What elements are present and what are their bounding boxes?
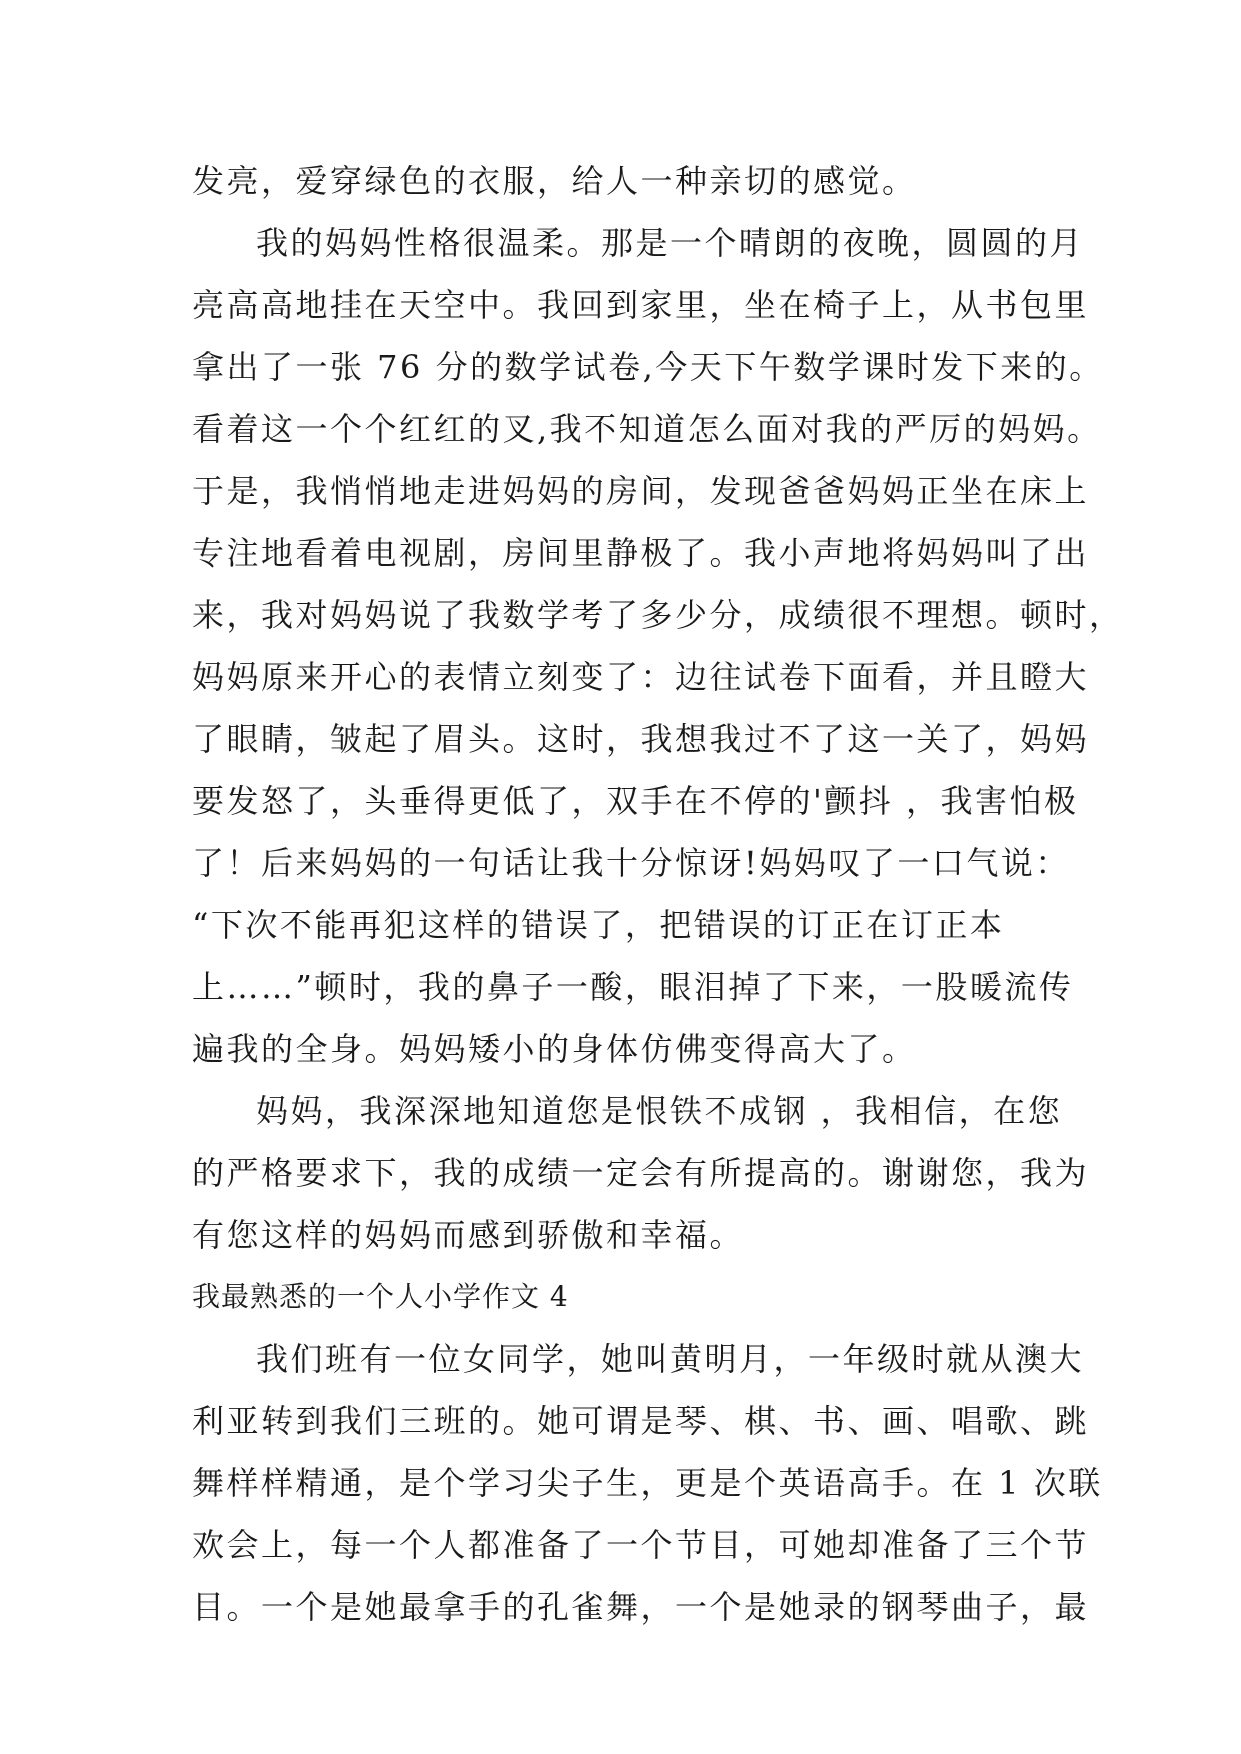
text-line: 专注地看着电视剧，房间里静极了。我小声地将妈妈叫了出 [192, 534, 1090, 572]
text-line: 欢会上，每一个人都准备了一个节目，可她却准备了三个节 [192, 1526, 1090, 1564]
text-line: 要发怒了，头垂得更低了，双手在不停的'颤抖 ，我害怕极 [192, 782, 1079, 820]
text-line: 有您这样的妈妈而感到骄傲和幸福。 [192, 1216, 745, 1254]
text-line: 妈妈原来开心的表情立刻变了：边往试卷下面看，并且瞪大 [192, 658, 1090, 696]
text-line: 利亚转到我们三班的。她可谓是琴、棋、书、画、唱歌、跳 [192, 1402, 1090, 1440]
text-line: 于是，我悄悄地走进妈妈的房间，发现爸爸妈妈正坐在床上 [192, 472, 1090, 510]
text-line: 目。一个是她最拿手的孔雀舞，一个是她录的钢琴曲子，最 [192, 1588, 1090, 1626]
text-line: 了眼睛，皱起了眉头。这时，我想我过不了这一关了，妈妈 [192, 720, 1090, 758]
text-line: 拿出了一张 76 分的数学试卷,今天下午数学课时发下来的。 [192, 348, 1104, 386]
text-line: 遍我的全身。妈妈矮小的身体仿佛变得高大了。 [192, 1030, 917, 1068]
text-line: 亮高高地挂在天空中。我回到家里，坐在椅子上，从书包里 [192, 286, 1090, 324]
text-line: 上……”顿时，我的鼻子一酸，眼泪掉了下来，一股暖流传 [192, 968, 1074, 1006]
essay-body [192, 150, 1124, 1638]
text-line: 舞样样精通，是个学习尖子生，更是个英语高手。在 1 次联 [192, 1464, 1103, 1502]
section-heading: 我最熟悉的一个人小学作文 4 [192, 1280, 569, 1313]
text-line: 了！后来妈妈的一句话让我十分惊讶!妈妈叹了一口气说： [192, 844, 1070, 882]
paragraph-start-line: 我们班有一位女同学，她叫黄明月，一年级时就从澳大 [256, 1340, 1085, 1378]
text-line: 的严格要求下，我的成绩一定会有所提高的。谢谢您，我为 [192, 1154, 1090, 1192]
text-line: “下次不能再犯这样的错误了，把错误的订正在订正本 [192, 906, 1005, 944]
paragraph-start-line: 妈妈，我深深地知道您是恨铁不成钢 ，我相信，在您 [256, 1092, 1063, 1130]
text-line: 发亮，爱穿绿色的衣服，给人一种亲切的感觉。 [192, 162, 917, 200]
text-line: 看着这一个个红红的叉,我不知道怎么面对我的严厉的妈妈。 [192, 410, 1102, 448]
paragraph-start-line: 我的妈妈性格很温柔。那是一个晴朗的夜晚，圆圆的月 [256, 224, 1085, 262]
text-line: 来，我对妈妈说了我数学考了多少分，成绩很不理想。顿时， [192, 596, 1124, 634]
